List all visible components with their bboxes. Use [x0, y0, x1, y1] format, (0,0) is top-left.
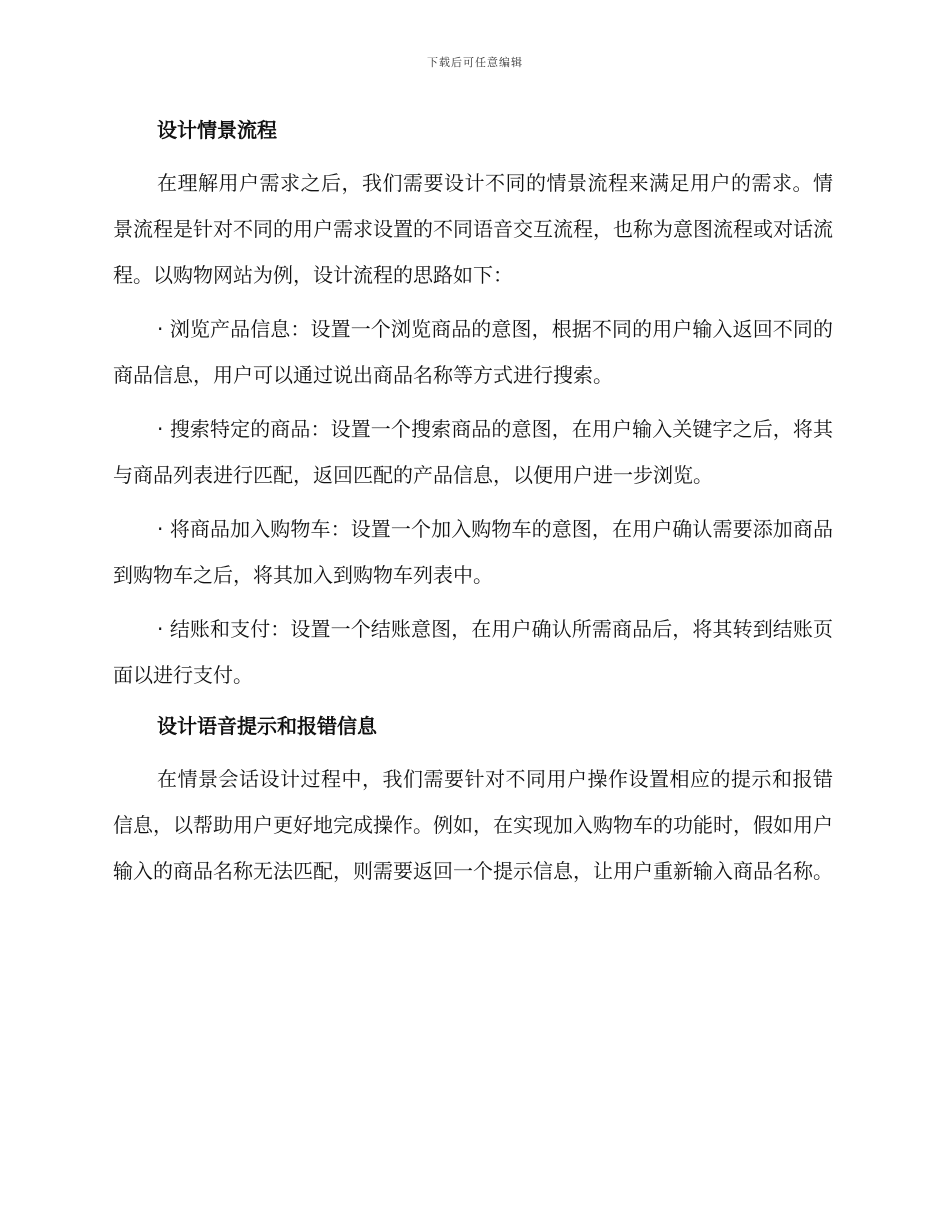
paragraph: 在理解用户需求之后，我们需要设计不同的情景流程来满足用户的需求。情景流程是针对不同的用户需求设置的不同语音交互流程，也称为意图流程或对话流程。以购物网站为例，设计流程的思路如下：	[113, 171, 833, 287]
bullet-paragraph: · 结账和支付：设置一个结账意图，在用户确认所需商品后，将其转到结账页面以进行支付。	[113, 617, 833, 687]
bullet-paragraph: · 将商品加入购物车：设置一个加入购物车的意图，在用户确认需要添加商品到购物车之后，将其加入到购物车列表中。	[113, 517, 833, 587]
section-heading: 设计语音提示和报错信息	[157, 714, 377, 738]
bullet-paragraph: · 浏览产品信息：设置一个浏览商品的意图，根据不同的用户输入返回不同的商品信息，用户可以通过说出商品名称等方式进行搜索。	[113, 317, 833, 387]
bullet-paragraph: · 搜索特定的商品：设置一个搜索商品的意图，在用户输入关键字之后，将其与商品列表进行匹配，返回匹配的产品信息，以便用户进一步浏览。	[113, 417, 833, 487]
header-note: 下载后可任意编辑	[427, 56, 523, 69]
section-heading: 设计情景流程	[157, 118, 277, 142]
document-body	[113, 112, 833, 894]
paragraph: 在情景会话设计过程中，我们需要针对不同用户操作设置相应的提示和报错信息，以帮助用户更好地完成操作。例如，在实现加入购物车的功能时，假如用户输入的商品名称无法匹配，则需要返回一个提示信息，让用户重新输入商品名称。	[113, 767, 833, 883]
